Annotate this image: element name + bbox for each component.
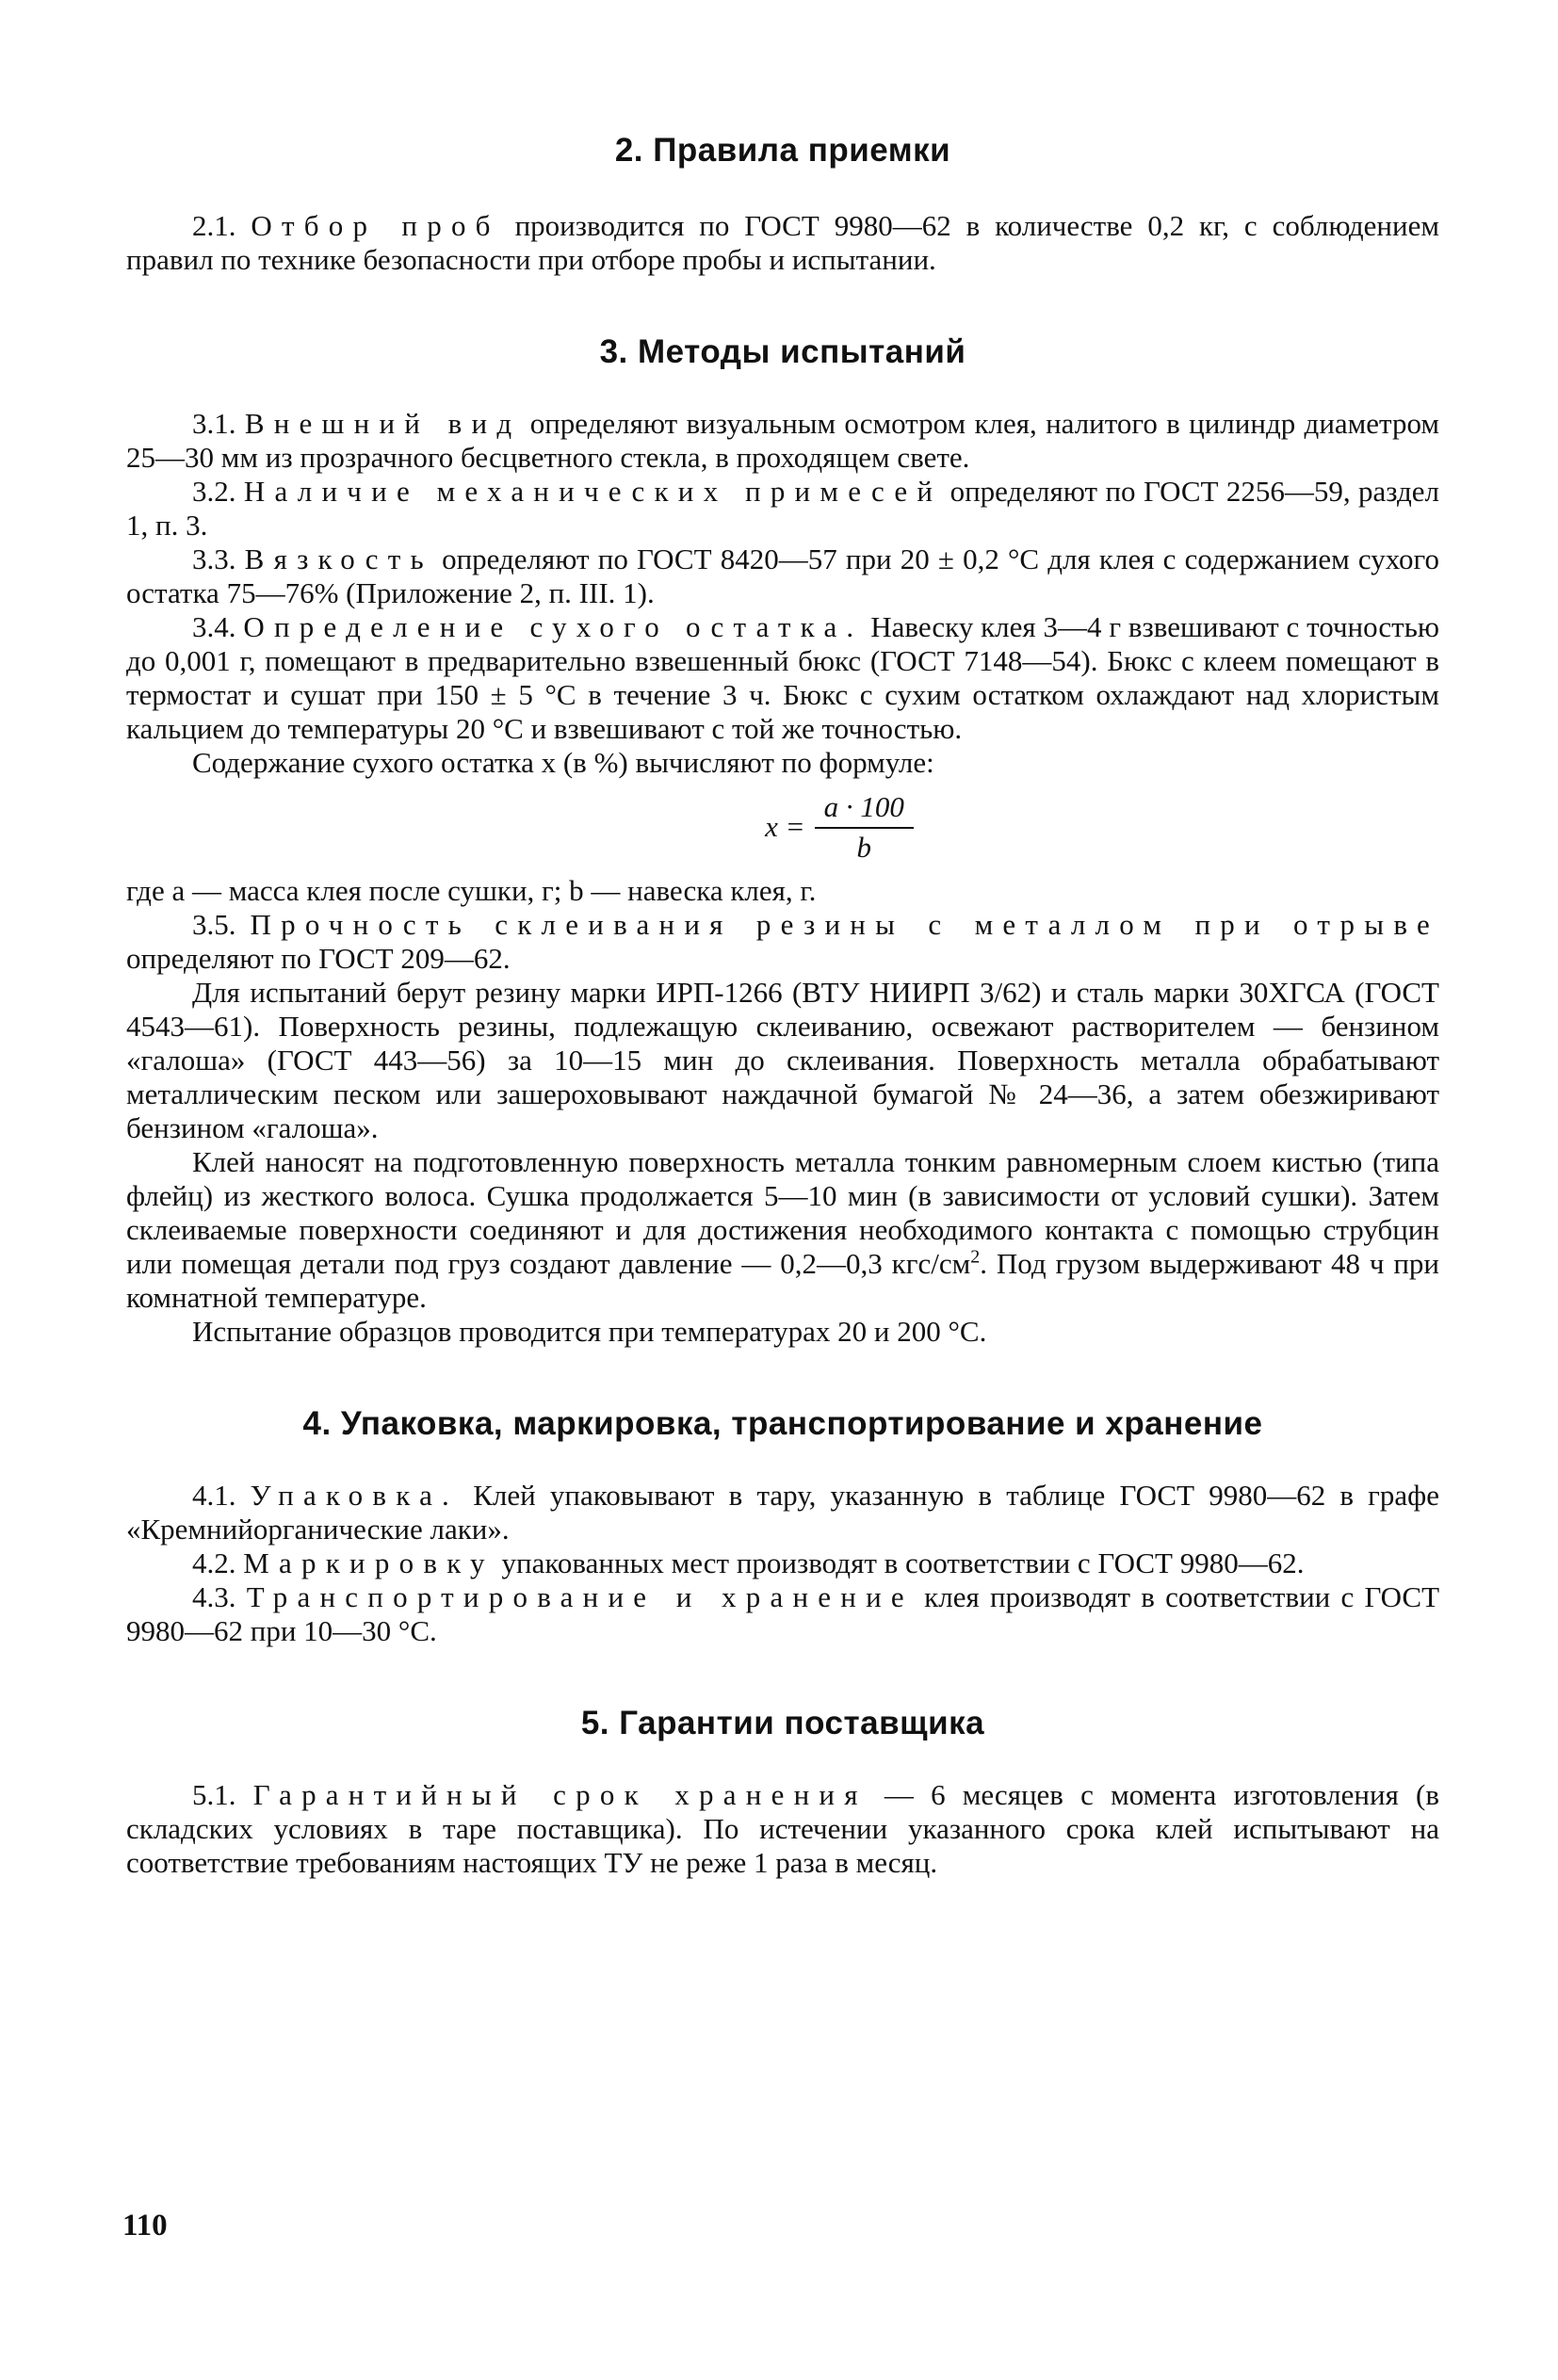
clause-3-5-test-temps: Испытание образцов проводится при температурах 20 и 200 °С.	[192, 1315, 987, 1348]
clause-number: 4.2.	[192, 1546, 236, 1579]
clause-text: определяют по ГОСТ 209—62.	[126, 942, 511, 975]
formula-fraction	[815, 790, 914, 865]
formula-lhs: x =	[765, 810, 805, 843]
clause-4-3	[126, 1580, 1439, 1648]
section-4-title: 4. Упаковка, маркировка, транспортирование и хранение	[302, 1405, 1263, 1442]
clause-text: упакованных мест производят в соответствии с ГОСТ 9980—62.	[501, 1546, 1305, 1579]
section-5-title: 5. Гарантии поставщика	[580, 1705, 985, 1741]
spaced-term: Отбор проб	[251, 209, 500, 242]
clause-text: определяют по ГОСТ 2256—59, раздел 1, п. 3.	[126, 475, 1439, 542]
clause-3-5-procedure	[126, 1145, 1439, 1315]
clause-2-1	[126, 209, 1439, 277]
clause-number: 3.4.	[192, 610, 236, 643]
clause-number: 5.1.	[192, 1778, 236, 1811]
section-2-title: 2. Правила приемки	[614, 132, 951, 169]
clause-number: 3.2.	[192, 475, 236, 508]
spaced-term: Прочность склеивания резины с металлом при отрыве	[250, 908, 1439, 941]
dry-residue-formula	[239, 780, 1439, 874]
superscript: 2	[970, 1246, 981, 1268]
clause-3-5-materials: Для испытаний берут резину марки ИРП-1266 (ВТУ НИИРП 3/62) и сталь марки 30ХГСА (ГОСТ 4543—61). Поверхность резины, подлежащую склеиванию, освежают растворителем — бензином «галоша» (ГОСТ 443—56) за 10—15 мин до склеивания. Поверхность металла обрабатывают металлическим песком или зашероховывают наждачной бумагой № 24—36, а затем обезжиривают бензином «галоша».	[126, 976, 1439, 1144]
clause-text: клея производят в соответствии с ГОСТ 9980—62 при 10—30 °С.	[126, 1580, 1440, 1647]
formula-legend: где a — масса клея после сушки, г; b — навеска клея, г.	[126, 874, 817, 907]
clause-3-4	[126, 610, 1439, 746]
spaced-term: Маркировку	[243, 1546, 495, 1579]
clause-number: 3.1.	[192, 407, 236, 440]
clause-3-3	[126, 542, 1439, 610]
clause-text: производится по ГОСТ 9980—62 в количестве 0,2 кг, с соблюдением правил по технике безопасности при отборе пробы и испытании.	[126, 209, 1439, 276]
clause-5-1	[126, 1778, 1439, 1880]
clause-text: Клей упаковывают в тару, указанную в таблице ГОСТ 9980—62 в графе «Кремнийорганические лаки».	[126, 1479, 1439, 1546]
spaced-term: Определение сухого остатка.	[243, 610, 864, 643]
clause-3-1	[126, 407, 1439, 475]
procedure-text-end: . Под грузом выдерживают 48 ч при комнатной температуре.	[126, 1247, 1439, 1314]
formula-intro: Содержание сухого остатка x (в %) вычисляют по формуле:	[192, 746, 934, 779]
spaced-term: Внешний вид	[244, 407, 522, 440]
clause-4-2	[126, 1546, 1439, 1580]
section-3-title: 3. Методы испытаний	[599, 333, 966, 370]
clause-number: 4.1.	[192, 1479, 236, 1512]
spaced-term: Наличие механических примесей	[243, 475, 943, 508]
formula-numerator: a · 100	[815, 790, 914, 829]
clause-number: 3.5.	[192, 908, 236, 941]
clause-3-2	[126, 475, 1439, 542]
clause-number: 4.3.	[192, 1580, 236, 1613]
clause-text: определяют по ГОСТ 8420—57 при 20 ± 0,2 °С для клея с содержанием сухого остатка 75—76% (Приложение 2, п. III. 1).	[126, 542, 1439, 609]
spaced-term: Вязкость	[244, 542, 433, 575]
spaced-term: Транспортирование и хранение	[246, 1580, 914, 1613]
procedure-text: Клей наносят на подготовленную поверхность металла тонким равномерным слоем кистью (типа флейц) из жесткого волоса. Сушка продолжается 5—10 мин (в зависимости от условий сушки). Затем склеиваемые поверхности соединяют и для достижения необходимого контакта с помощью струбцин или помещая детали под груз создают давление — 0,2—0,3 кгс/см	[126, 1145, 1439, 1280]
clause-text: Навеску клея 3—4 г взвешивают с точностью до 0,001 г, помещают в предварительно взвешенный бюкс (ГОСТ 7148—54). Бюкс с клеем помещают в термостат и сушат при 150 ± 5 °С в течение 3 ч. Бюкс с сухим остатком охлаждают над хлористым кальцием до температуры 20 °С и взвешивают с той же точностью.	[126, 610, 1440, 745]
page-content	[126, 132, 1439, 1880]
spaced-term: Гарантийный срок хранения	[252, 1778, 868, 1811]
formula-denominator: b	[856, 830, 871, 864]
clause-number: 2.1.	[192, 209, 236, 242]
clause-4-1	[126, 1479, 1439, 1546]
clause-text: — 6 месяцев с момента изготовления (в складских условиях в таре поставщика). По истечении указанного срока клей испытывают на соответствие требованиям настоящих ТУ не реже 1 раза в месяц.	[126, 1778, 1440, 1879]
clause-text: определяют визуальным осмотром клея, налитого в цилиндр диаметром 25—30 мм из прозрачного бесцветного стекла, в проходящем свете.	[126, 407, 1440, 474]
clause-3-5	[126, 908, 1439, 976]
page-number: 110	[122, 2209, 168, 2242]
clause-number: 3.3.	[192, 542, 236, 575]
spaced-term: Упаковка.	[250, 1479, 460, 1512]
